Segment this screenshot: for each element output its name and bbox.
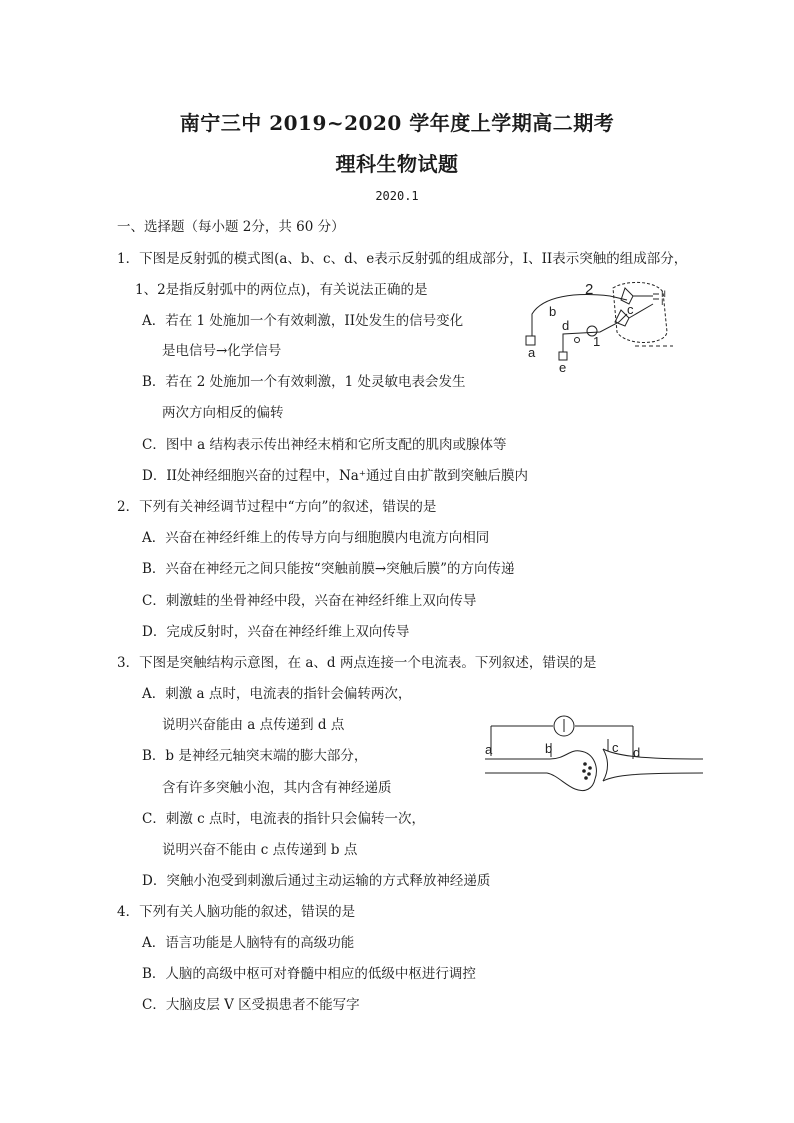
question-3-option-b-cont: 含有许多突触小泡，其内含有神经递质 [162,780,392,796]
synapse-diagram [485,709,705,801]
presynaptic-axon-upper [485,751,580,759]
exam-title: 南宁三中 2019~2020 学年度上学期高二期考 [179,111,615,135]
spinal-cord-c [613,282,667,342]
question-3-option-a: A．刺激 a 点时，电流表的指针会偏转两次， [142,686,412,702]
receptor-box-e [559,352,567,360]
presynaptic-axon-lower [485,773,595,791]
label-II: II [661,289,667,299]
question-2-option-b: B．兴奋在神经元之间只能按“突触前膜→突触后膜”的方向传递 [142,561,515,577]
label-I: I [661,297,664,307]
question-3-stem: 3．下图是突触结构示意图，在 a、d 两点连接一个电流表。下列叙述，错误的是 [117,655,597,671]
question-1-option-b-cont: 两次方向相反的偏转 [162,405,284,421]
label-point-1: 1 [593,334,601,349]
label-c: c [612,740,619,755]
section-heading: 一、选择题（每小题 2分，共 60 分） [117,219,345,235]
question-1-stem-line-1: 1．下图是反射弧的模式图(a、b、c、d、e表示反射弧的组成部分，I、II表示突触的组成部分， [117,251,688,267]
label-a: a [485,742,493,757]
question-1-stem-line-2: 1、2是指反射弧中的两位点)，有关说法正确的是 [135,282,428,298]
question-4-option-c: C．大脑皮层 V 区受损患者不能写字 [142,997,360,1013]
question-1-option-c: C．图中 a 结构表示传出神经末梢和它所支配的肌肉或腺体等 [142,437,507,453]
postsynaptic-fiber-lower [603,773,703,781]
exam-date: 2020.1 [375,189,419,203]
question-4-option-b: B．人脑的高级中枢可对脊髓中相应的低级中枢进行调控 [142,966,476,982]
question-2-option-d: D．完成反射时，兴奋在神经纤维上双向传导 [142,624,410,640]
question-3-option-c: C．刺激 c 点时，电流表的指针只会偏转一次， [142,811,425,827]
question-4-option-a: A．语言功能是人脑特有的高级功能 [142,935,355,951]
question-1-option-a: A．若在 1 处施加一个有效刺激，II处发生的信号变化 [142,313,464,329]
question-2-stem: 2．下列有关神经调节过程中“方向”的叙述，错误的是 [117,499,437,515]
label-a: a [528,345,536,360]
question-1-option-d: D．II处神经细胞兴奋的过程中，Na⁺通过自由扩散到突触后膜内 [142,468,528,484]
label-point-2: 2 [585,281,594,298]
reflex-arc-diagram [515,274,683,374]
question-3-option-a-cont: 说明兴奋能由 a 点传递到 d 点 [162,717,345,733]
postsynaptic-membrane [603,749,608,781]
label-d: d [562,318,570,333]
question-3-option-b: B．b 是神经元轴突末端的膨大部分， [142,748,368,764]
question-3-option-c-cont: 说明兴奋不能由 c 点传递到 b 点 [162,842,358,858]
question-2-option-c: C．刺激蛙的坐骨神经中段，兴奋在神经纤维上双向传导 [142,593,477,609]
label-b: b [549,304,557,319]
effector-box-a [526,336,535,345]
question-1-option-a-cont: 是电信号→化学信号 [162,343,282,359]
question-4-stem: 4．下列有关人脑功能的叙述，错误的是 [117,904,356,920]
label-e: e [559,360,567,374]
question-2-option-a: A．兴奋在神经纤维上的传导方向与细胞膜内电流方向相同 [142,530,490,546]
label-d: d [633,745,641,760]
stimulus-point-e [575,338,580,343]
label-c: c [627,302,634,317]
question-1-option-b: B．若在 2 处施加一个有效刺激，1 处灵敏电表会发生 [142,374,466,390]
question-3-option-d: D．突触小泡受到刺激后通过主动运输的方式释放神经递质 [142,873,491,889]
synaptic-vesicles [582,762,592,780]
exam-subtitle: 理科生物试题 [335,152,459,176]
label-b: b [545,741,553,756]
afferent-fiber-b [532,295,627,336]
